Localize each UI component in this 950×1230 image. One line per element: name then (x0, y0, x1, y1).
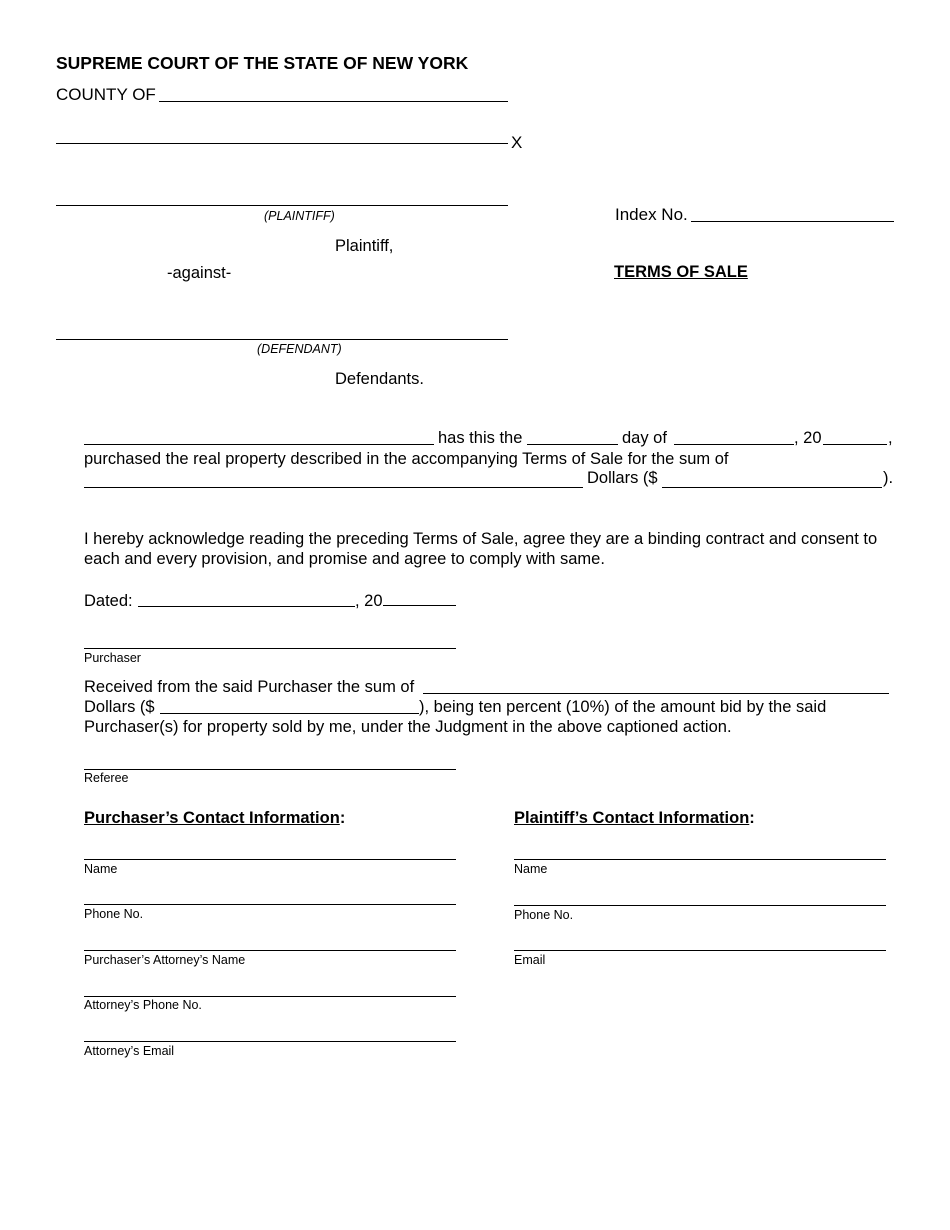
receipt-purchaser-text: Purchaser(s) for property sold by me, under the Judgment in the above captioned action. (84, 718, 732, 736)
dated-field[interactable] (138, 606, 355, 607)
received-text: Received from the said Purchaser the sum of (84, 678, 415, 696)
day-of-text: day of (622, 429, 667, 447)
purchaser-attorney-name-label: Purchaser’s Attorney’s Name (84, 953, 246, 967)
plaintiff-role: Plaintiff, (335, 237, 394, 255)
being-text: ), being ten percent (10%) of the amount bid by the said (419, 698, 827, 716)
plaintiff-name-contact-label: Name (514, 862, 548, 876)
purchaser-contact-heading-colon: : (339, 809, 346, 827)
against-text: -against- (167, 264, 232, 282)
purchaser-phone-field[interactable] (84, 904, 456, 905)
purchaser-name-contact-field[interactable] (84, 859, 456, 860)
defendant-name-field[interactable] (56, 339, 508, 340)
dated-year-prefix: , 20 (355, 592, 383, 610)
plaintiff-name-contact-field[interactable] (514, 859, 886, 860)
statement-comma: , (888, 429, 893, 447)
has-this-the-text: has this the (438, 429, 523, 447)
plaintiff-contact-heading (514, 808, 755, 828)
county-field[interactable] (159, 101, 508, 102)
county-label: COUNTY OF (56, 85, 156, 104)
index-number-field[interactable] (691, 221, 894, 222)
referee-label: Referee (84, 771, 129, 785)
receipt-dollars-label: Dollars ($ (84, 698, 155, 716)
purchaser-phone-label: Phone No. (84, 907, 144, 921)
received-sum-field[interactable] (423, 693, 889, 694)
receipt-amount-field[interactable] (160, 713, 419, 714)
defendant-role: Defendants. (335, 370, 424, 388)
purchaser-name-field[interactable] (84, 444, 434, 445)
month-field[interactable] (674, 444, 794, 445)
plaintiff-email-field[interactable] (514, 950, 886, 951)
document-title: TERMS OF SALE (614, 263, 748, 281)
court-title: SUPREME COURT OF THE STATE OF NEW YORK (56, 53, 469, 73)
attorney-email-label: Attorney’s Email (84, 1044, 175, 1058)
plaintiff-phone-label: Phone No. (514, 908, 574, 922)
purchaser-contact-heading (84, 808, 345, 828)
attorney-phone-field[interactable] (84, 996, 456, 997)
year-prefix: , 20 (794, 429, 822, 447)
day-field[interactable] (527, 444, 618, 445)
plaintiff-contact-heading-colon: : (749, 809, 755, 827)
plaintiff-contact-heading-text: Plaintiff’s Contact Information (514, 809, 750, 827)
purchaser-name-contact-label: Name (84, 862, 118, 876)
statement-closing: ). (883, 469, 894, 487)
plaintiff-phone-field[interactable] (514, 905, 886, 906)
plaintiff-name-field[interactable] (56, 205, 508, 206)
purchaser-signature-label: Purchaser (84, 651, 141, 665)
referee-signature-field[interactable] (84, 769, 456, 770)
attorney-phone-label: Attorney’s Phone No. (84, 998, 202, 1012)
sum-words-field[interactable] (84, 487, 583, 488)
dollars-label: Dollars ($ (587, 469, 658, 487)
plaintiff-email-label: Email (514, 953, 546, 967)
caption-top-line[interactable] (56, 143, 508, 144)
purchaser-attorney-name-field[interactable] (84, 950, 456, 951)
sum-amount-field[interactable] (662, 487, 882, 488)
plaintiff-label: (PLAINTIFF) (264, 209, 335, 223)
purchased-text: purchased the real property described in the accompanying Terms of Sale for the sum of (84, 450, 729, 468)
attorney-email-field[interactable] (84, 1041, 456, 1042)
defendant-label: (DEFENDANT) (257, 342, 342, 356)
ack-text-line2: each and every provision, and promise and agree to comply with same. (84, 550, 605, 568)
dated-label: Dated: (84, 592, 133, 610)
dated-year-field[interactable] (383, 605, 456, 606)
purchaser-contact-heading-text: Purchaser’s Contact Information (84, 809, 340, 827)
ack-text-line1: I hereby acknowledge reading the preceding Terms of Sale, agree they are a binding contract and consent to (84, 530, 878, 548)
caption-x-mark: X (511, 133, 523, 152)
purchaser-signature-field[interactable] (84, 648, 456, 649)
index-label: Index No. (615, 205, 688, 224)
year-field[interactable] (823, 444, 887, 445)
